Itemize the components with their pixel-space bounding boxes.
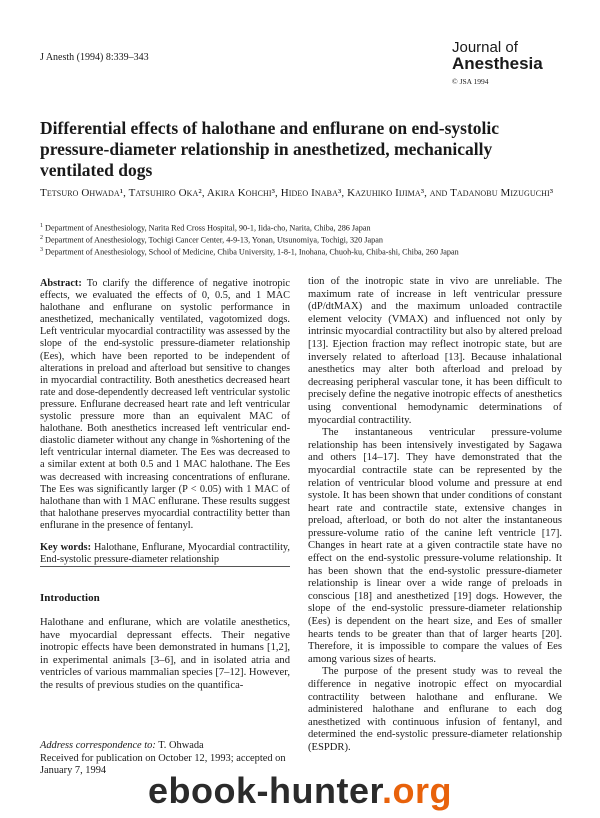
body-paragraph-3: The purpose of the present study was to reveal the difference in negative inotropic effect on myocardial contractility between halothane and enflurane. We administered halothane and enflurane to each dog anesthetized with continuous infusion of fentanyl, and determined the end-systolic pressure-diameter relationship (ESPDR).: [308, 666, 562, 753]
left-column: [40, 278, 290, 566]
right-column: [308, 276, 562, 755]
watermark-site: ebook-hunter: [147, 770, 382, 811]
affiliation-1: [40, 221, 580, 234]
abstract-text: To clarify the difference of negative inotropic effects, we evaluated the effects of 0, 0.5, and 1 MAC halothane and enflurane on systolic performance in anesthetized, mechanically ventilated, vagotomized dogs. Left ventricular myocardial contractility was assessed by the slope of the end-systolic pressure-diameter relationship (Ees), which have been reported to be independent of alterations in preload and afterload but sensitive to changes in myocardial contractility. Both anesthetics decreased heart rate and dose-dependently decreased left ventricular systolic pressure. Enflurane decreased heart rate and left ventricular systolic pressure more than an equivalent MAC of halothane. Both anesthetics increased left ventricular end-diastolic diameter without any change in %shortening of the left ventricular internal diameter. The Ees was decreased to a similar extent at both 0.5 and 1 MAC halothane. The Ees was decreased with increasing concentrations of enflurane. The Ees was significantly larger (P < 0.05) with 1 MAC of halothane than with 1 MAC enflurane. These results suggest that halothane preserves myocardial contractility better than enflurane in the presence of fentanyl.: [40, 278, 290, 531]
affiliation-text: Department of Anesthesiology, Tochigi Cancer Center, 4-9-13, Yonan, Utsunomiya, Tochigi, 320 Japan: [45, 235, 383, 245]
introduction-paragraph: Halothane and enflurane, which are volatile anesthetics, have myocardial depressant effects. Their negative inotropic effects have been demonstrated in humans [1,2], in experimental animals [3–6], and in isolated atria and ventricles of various mammalian species [7–12]. However, the results of previous studies on the quantifica-: [40, 617, 290, 691]
abstract-label: Abstract:: [40, 278, 82, 289]
body-paragraph-1: tion of the inotropic state in vivo are unreliable. The maximum rate of increase in left ventricular pressure (dP/dtMAX) and the maximum unloaded contractile element velocity (VMAX) and influenced not only by intrinsic myocardial contractility but also by altered preload [13]. Ejection fraction may reflect inotropic state, but are inversely related to afterload [13]. Because inhalational anesthetics may alter both afterload and preload by decreasing peripheral vascular tone, it has been difficult to precisely define the negative inotropic effects of anesthetics using conventional hemodynamic determinations of myocardial contractility.: [308, 276, 562, 426]
keywords-text: Halothane, Enflurane, Myocardial contractility, End-systolic pressure-diameter relationship: [40, 541, 290, 566]
affiliation-number: 2: [40, 235, 43, 241]
section-divider: [40, 566, 290, 567]
journal-name-line1: Journal of: [452, 39, 518, 56]
article-title: Differential effects of halothane and enflurane on end-systolic pressure-diameter relationship in anesthetized, mechanically ventilated dogs: [40, 118, 500, 180]
affiliation-3: [40, 245, 580, 258]
author-list: Tetsuro Ohwada¹, Tatsuhiro Oka², Akira Kohchi³, Hideo Inaba³, Kazuhiko Iijima³, and Tadanobu Mizuguchi³: [40, 187, 554, 199]
correspondence-label: Address correspondence to:: [40, 740, 156, 751]
journal-name-line2: Anesthesia: [452, 54, 543, 73]
correspondence-name: T. Ohwada: [158, 740, 204, 751]
journal-logo: [452, 40, 562, 86]
keywords: [40, 542, 290, 566]
copyright-notice: © JSA 1994: [452, 77, 489, 86]
watermark-tld: .org: [382, 770, 452, 811]
received-date: Received for publication on October 12, 1993; accepted on January 7, 1994: [40, 752, 286, 776]
affiliation-number: 3: [40, 247, 43, 253]
abstract: [40, 278, 290, 532]
introduction-body: [40, 617, 290, 693]
watermark: [0, 770, 600, 812]
introduction-heading: Introduction: [40, 592, 100, 604]
keywords-label: Key words:: [40, 541, 91, 553]
affiliation-number: 1: [40, 223, 43, 229]
affiliation-text: Department of Anesthesiology, School of Medicine, Chiba University, 1-8-1, Inohana, Chuoh-ku, Chiba-shi, Chiba, 260 Japan: [45, 247, 459, 257]
affiliation-text: Department of Anesthesiology, Narita Red Cross Hospital, 90-1, Iida-cho, Narita, Chiba, 286 Japan: [45, 223, 371, 233]
affiliation-2: [40, 233, 580, 246]
journal-citation: J Anesth (1994) 8:339–343: [40, 52, 149, 63]
body-paragraph-2: The instantaneous ventricular pressure-volume relationship has been intensively investigated by Sagawa and others [14–17]. They have demonstrated that the myocardial contractile state can be represented by the relation of ventricular blood volume and pressure at end systole. It has been shown that under conditions of constant heart rate and contractile state, extensive changes in preload, afterload, or both do not alter the instantaneous pressure-volume ratio of the canine left ventricle [17]. Changes in heart rate at a given contractile state have no effect on the end-systolic pressure-volume relationship. It has been shown that the end-systolic pressure-diameter relationship is linear over a wide range of preloads in conscious [18] and anesthetized [19] dogs. However, the slope of the end-systolic pressure-diameter relationship (Ees) is dependent on the heart size, and Ees of smaller hearts tends to be greater than that of larger hearts [20]. Therefore, it is impossible to compare the values of Ees among various sizes of hearts.: [308, 427, 562, 665]
